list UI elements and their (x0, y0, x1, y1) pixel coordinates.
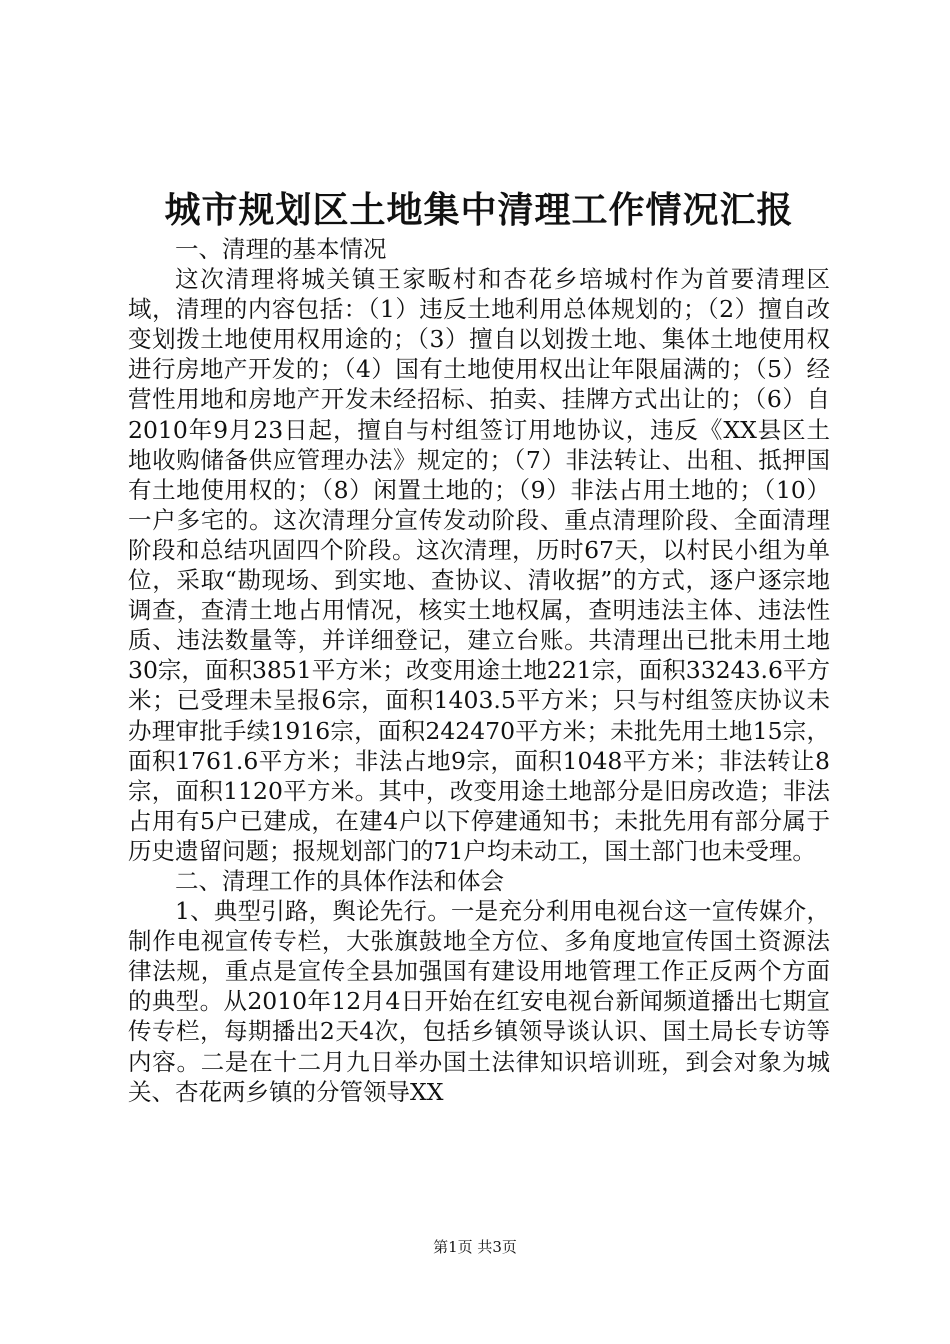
section-heading-1: 一、清理的基本情况 (175, 235, 387, 263)
section-heading-2: 二、清理工作的具体作法和体会 (175, 866, 504, 895)
body-paragraph-1: 这次清理将城关镇王家畈村和杏花乡培城村作为首要清理区域，清理的内容包括：（1）违反土地利用总体规划的；（2）擅自改变划拨土地使用权用途的；（3）擅自以划拨土地、集体土地使用权进行房地产开发的；（4）国有土地使用权出让年限届满的；（5）经营性用地和房地产开发未经招标、拍卖、挂牌方式出让的；（6）自2010年9月23日起，擅自与村组签订用地协议，违反《XX县区土地收购储备供应管理办法》规定的；（7）非法转让、出租、抵押国有土地使用权的；（8）闲置土地的；（9）非法占用土地的；（10）一户多宅的。这次清理分宣传发动阶段、重点清理阶段、全面清理阶段和总结巩固四个阶段。这次清理，历时67天，以村民小组为单位，采取“勘现场、到实地、查协议、清收据”的方式，逐户逐宗地调查，查清土地占用情况，核实土地权属，查明违法主体、违法性质、违法数量等，并详细登记，建立台账。共清理出已批未用土地30宗，面积3851平方米；改变用途土地221宗，面积33243.6平方米；已受理未呈报6宗，面积1403.5平方米；只与村组签庆协议未办理审批手续1916宗，面积242470平方米；未批先用土地15宗，面积1761.6平方米；非法占地9宗，面积1048平方米；非法转让8宗，面积1120平方米。其中，改变用途土地部分是旧房改造；非法占用有5户已建成，在建4户以下停建通知书；未批先用有部分属于历史遗留问题；报规划部门的71户均未动工，国土部门也未受理。 (128, 265, 830, 865)
document-title: 城市规划区土地集中清理工作情况汇报 (164, 189, 794, 231)
body-paragraph-2: 1、典型引路，舆论先行。一是充分利用电视台这一宣传媒介，制作电视宣传专栏，大张旗鼓地全方位、多角度地宣传国土资源法律法规，重点是宣传全县加强国有建设用地管理工作正反两个方面的典型。从2010年12月4日开始在红安电视台新闻频道播出七期宣传专栏，每期播出2天4次，包括乡镇领导谈认识、国土局长专访等内容。二是在十二月九日举办国土法律知识培训班，到会对象为城关、杏花两乡镇的分管领导XX (128, 897, 830, 1106)
page-footer: 第1页 共3页 (433, 1238, 517, 1256)
document-page (128, 188, 830, 1107)
